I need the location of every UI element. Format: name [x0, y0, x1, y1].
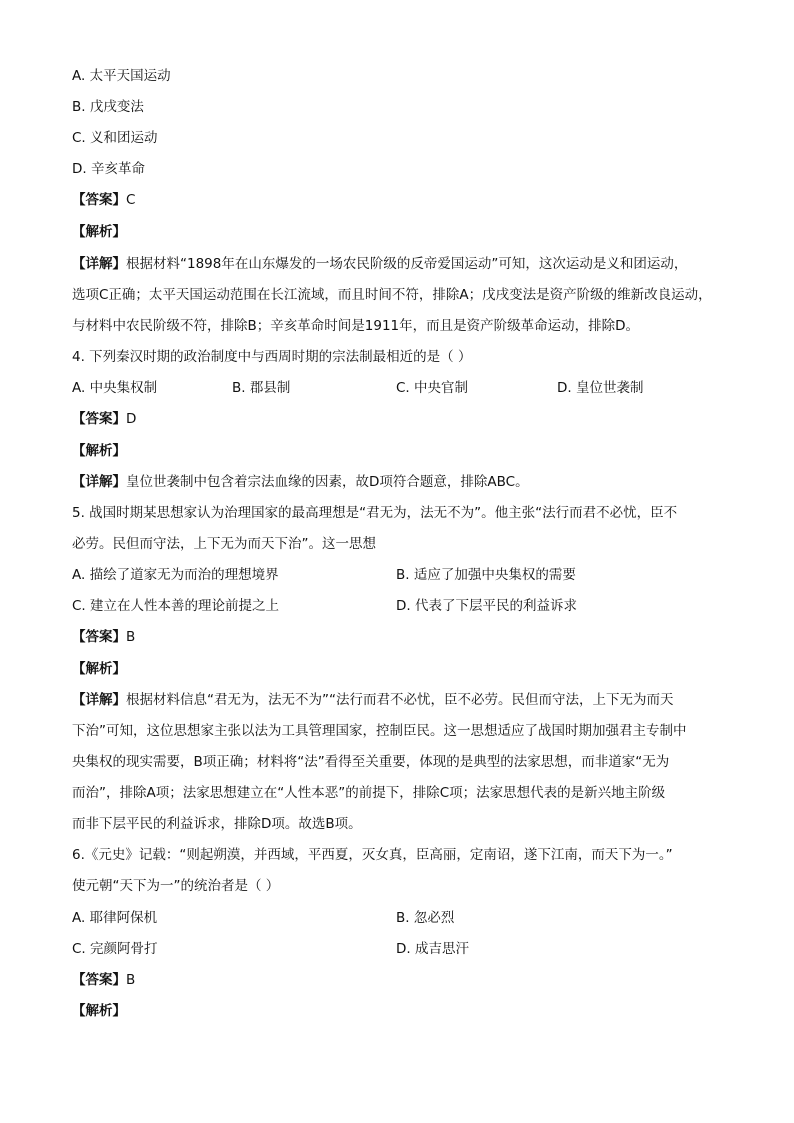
- q3-option-d: D. 辛亥革命: [72, 161, 145, 177]
- detail-text: 根据材料“1898年在山东爆发的一场农民阶级的反帝爱国运动”可知，这次运动是义和团运动，: [126, 256, 688, 272]
- answer-value: C: [126, 192, 136, 208]
- q5-option-b: B. 适应了加强中央集权的需要: [396, 567, 576, 583]
- q4-analysis-tag: 【解析】: [72, 443, 126, 459]
- q6-stem-line-2: 使元朝“天下为一”的统治者是（ ）: [72, 878, 280, 894]
- answer-value: B: [126, 629, 136, 645]
- q4-option-c: C. 中央官制: [396, 380, 469, 396]
- q6-analysis-tag: 【解析】: [72, 1003, 126, 1019]
- q6-option-d: D. 成吉思汗: [396, 941, 469, 957]
- q6-answer: [72, 970, 732, 990]
- q3-detail-line-2: 选项C正确；太平天国运动范围在长江流域，而且时间不符，排除A；戊戌变法是资产阶级的维新改良运动，: [72, 287, 712, 303]
- q3-option-a: A. 太平天国运动: [72, 68, 171, 84]
- q4-option-a: A. 中央集权制: [72, 380, 158, 396]
- q6-option-a: A. 耶律阿保机: [72, 910, 158, 926]
- detail-tag: 【详解】: [72, 474, 126, 490]
- detail-text: 皇位世袭制中包含着宗法血缘的因素，故D项符合题意，排除ABC。: [126, 474, 529, 490]
- q5-detail-line-2: 下治”可知，这位思想家主张以法为工具管理国家，控制臣民。这一思想适应了战国时期加强君主专制中: [72, 723, 687, 739]
- q5-option-d: D. 代表了下层平民的利益诉求: [396, 598, 577, 614]
- answer-tag: 【答案】: [72, 411, 126, 427]
- q6-option-b: B. 忽必烈: [396, 910, 455, 926]
- detail-text: 根据材料信息“君无为，法无不为”“法行而君不必忧，臣不必劳。民但而守法，上下无为而天: [126, 692, 674, 708]
- q5-option-a: A. 描绘了道家无为而治的理想境界: [72, 567, 279, 583]
- q4-option-d: D. 皇位世袭制: [557, 380, 644, 396]
- answer-value: B: [126, 972, 136, 988]
- q5-detail-line-1: [72, 690, 732, 710]
- q3-option-c: C. 义和团运动: [72, 130, 158, 146]
- q4-stem: 4. 下列秦汉时期的政治制度中与西周时期的宗法制最相近的是（ ）: [72, 349, 472, 365]
- q5-detail-line-3: 央集权的现实需要，B项正确；材料将“法”看得至关重要，体现的是典型的法家思想，而非道家“无为: [72, 754, 670, 770]
- q4-option-b: B. 郡县制: [232, 380, 291, 396]
- detail-tag: 【详解】: [72, 256, 126, 272]
- answer-tag: 【答案】: [72, 192, 126, 208]
- q3-detail-line-1: [72, 254, 732, 274]
- q6-option-c: C. 完颜阿骨打: [72, 941, 158, 957]
- q5-detail-line-4: 而治”，排除A项；法家思想建立在“人性本恶”的前提下，排除C项；法家思想代表的是新兴地主阶级: [72, 785, 666, 801]
- detail-tag: 【详解】: [72, 692, 126, 708]
- q6-stem-line-1: 6.《元史》记载：“则起朔漠，并西域，平西夏，灭女真，臣高丽，定南诏，遂下江南，而天下为一。”: [72, 847, 673, 863]
- q4-detail-line-1: [72, 472, 732, 492]
- answer-value: D: [126, 411, 137, 427]
- q5-answer: [72, 627, 732, 647]
- q5-stem-line-1: 5. 战国时期某思想家认为治理国家的最高理想是“君无为，法无不为”。他主张“法行而君不必忧，臣不: [72, 505, 678, 521]
- q5-analysis-tag: 【解析】: [72, 661, 126, 677]
- q3-detail-line-3: 与材料中农民阶级不符，排除B；辛亥革命时间是1911年，而且是资产阶级革命运动，排除D。: [72, 318, 640, 334]
- q3-analysis-tag: 【解析】: [72, 224, 126, 240]
- q3-answer: [72, 190, 732, 210]
- q5-stem-line-2: 必劳。民但而守法，上下无为而天下治”。这一思想: [72, 536, 376, 552]
- q5-option-c: C. 建立在人性本善的理论前提之上: [72, 598, 280, 614]
- answer-tag: 【答案】: [72, 972, 126, 988]
- q4-answer: [72, 409, 732, 429]
- q3-option-b: B. 戊戌变法: [72, 99, 144, 115]
- answer-tag: 【答案】: [72, 629, 126, 645]
- q5-detail-line-5: 而非下层平民的利益诉求，排除D项。故选B项。: [72, 816, 362, 832]
